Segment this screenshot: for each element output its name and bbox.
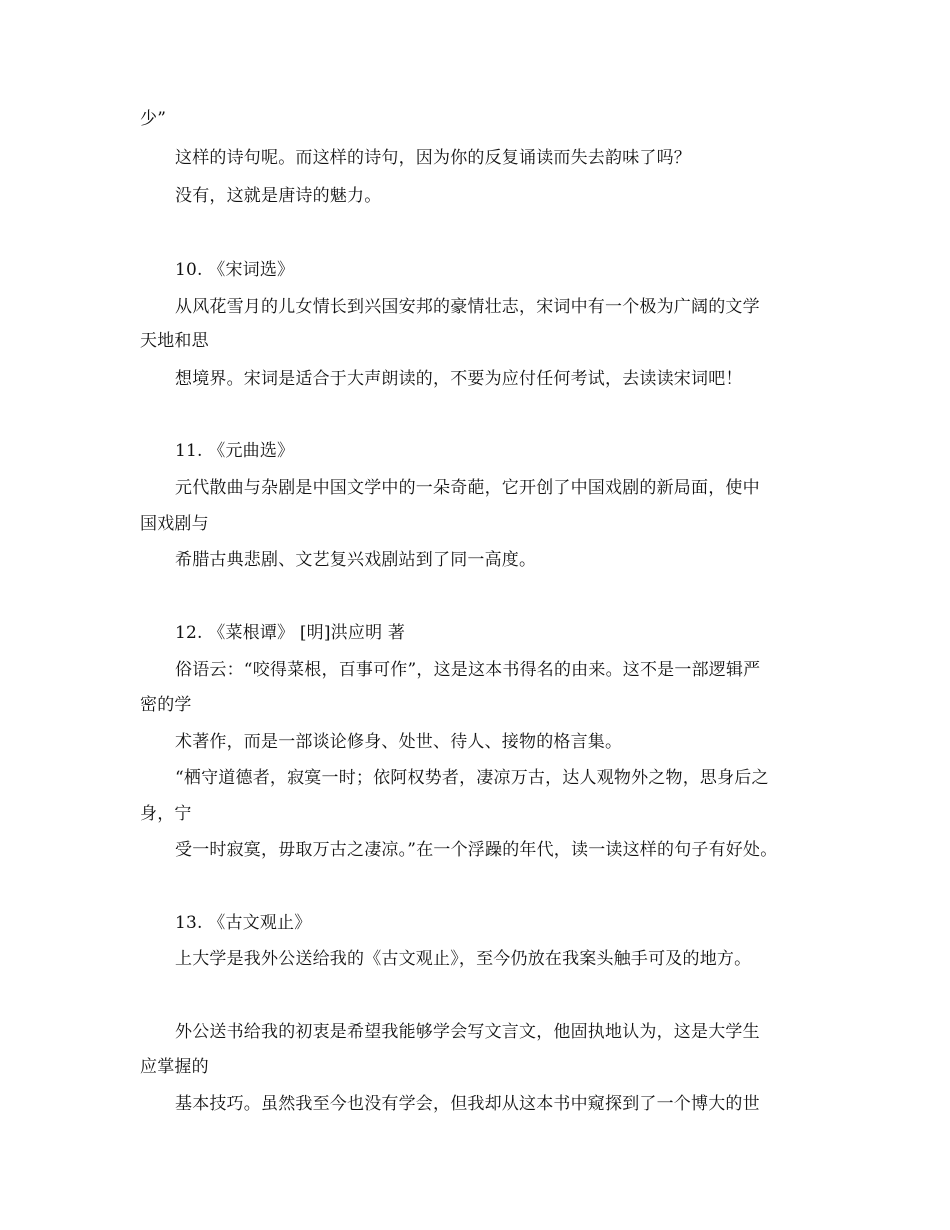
text-line: 俗语云：“咬得菜根，百事可作”，这是这本书得名的由来。这不是一部逻辑严 xyxy=(175,660,761,680)
text-line: 基本技巧。虽然我至今也没有学会，但我却从这本书中窥探到了一个博大的世 xyxy=(175,1094,760,1114)
text-line: 少” xyxy=(140,109,167,129)
text-line: 元代散曲与杂剧是中国文学中的一朵奇葩，它开创了中国戏剧的新局面，使中 xyxy=(175,478,760,498)
text-line: “栖守道德者，寂寞一时；依阿权势者，凄凉万古，达人观物外之物，思身后之 xyxy=(175,768,769,788)
text-line: 术著作，而是一部谈论修身、处世、待人、接物的格言集。 xyxy=(175,732,623,752)
text-line: 想境界。宋词是适合于大声朗读的，不要为应付任何考试，去读读宋词吧！ xyxy=(175,369,743,389)
section-heading: 11. 《元曲选》 xyxy=(175,441,295,461)
section-heading: 13. 《古文观止》 xyxy=(175,913,312,933)
text-line: 从风花雪月的儿女情长到兴国安邦的豪情壮志，宋词中有一个极为广阔的文学 xyxy=(175,297,760,317)
text-line: 外公送书给我的初衷是希望我能够学会写文言文，他固执地认为，这是大学生 xyxy=(175,1022,760,1042)
text-line: 密的学 xyxy=(140,695,192,715)
section-heading: 12. 《菜根谭》 [明]洪应明 著 xyxy=(175,623,406,643)
text-line: 国戏剧与 xyxy=(140,514,209,534)
section-heading: 10. 《宋词选》 xyxy=(175,260,295,280)
text-line: 身，宁 xyxy=(140,804,192,824)
text-line: 上大学是我外公送给我的《古文观止》，至今仍放在我案头触手可及的地方。 xyxy=(175,949,752,969)
text-line: 没有，这就是唐诗的魅力。 xyxy=(175,186,382,206)
text-line: 应掌握的 xyxy=(140,1057,209,1077)
text-line: 受一时寂寞，毋取万古之凄凉。”在一个浮躁的年代，读一读这样的句子有好处。 xyxy=(175,840,778,860)
text-line: 这样的诗句呢。而这样的诗句，因为你的反复诵读而失去韵味了吗？ xyxy=(175,148,691,168)
text-line: 天地和思 xyxy=(140,331,209,351)
text-line: 希腊古典悲剧、文艺复兴戏剧站到了同一高度。 xyxy=(175,550,537,570)
